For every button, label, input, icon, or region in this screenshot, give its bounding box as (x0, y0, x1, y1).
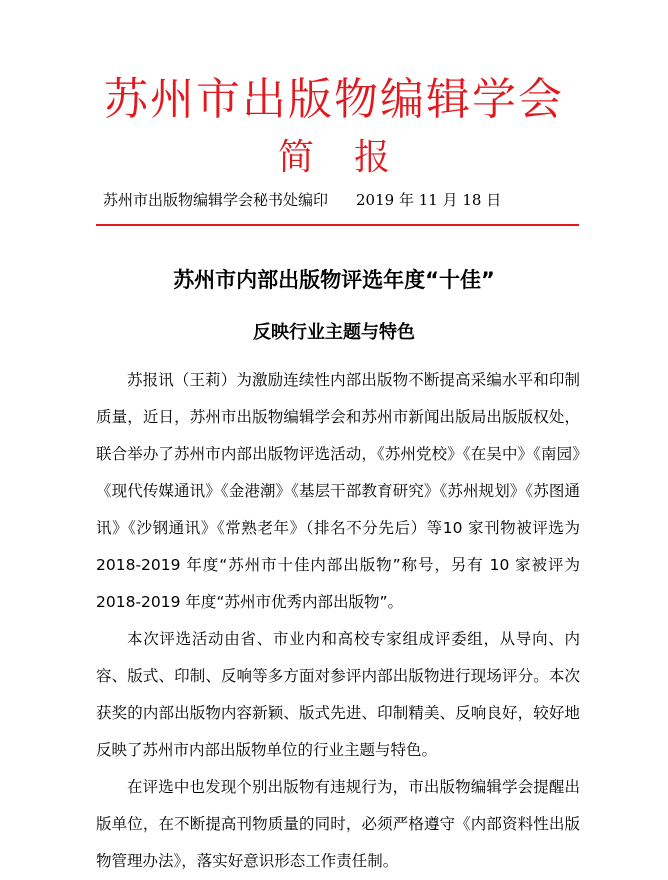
paragraph-1: 苏报讯（王莉）为激励连续性内部出版物不断提高采编水平和印制质量，近日，苏州市出版物编辑学会和苏州市新闻出版局出版版权处，联合举办了苏州市内部出版物评选活动，《苏州党校》《在吴中》《南园》《现代传媒通讯》《金港潮》《基层干部教育研究》《苏州规划》《苏图通讯》《沙钢通讯》《常熟老年》（排名不分先后）等10 家刊物被评选为 2018-2019 年度“苏州市十佳内部出版物”称号，另有 10 家被评为 2018-2019 年度“苏州市优秀内部出版物”。 (96, 371, 580, 611)
issue-date: 2019 年 11 月 18 日 (356, 191, 502, 209)
article-body (96, 362, 580, 880)
masthead-title: 苏州市出版物编辑学会 (104, 74, 564, 125)
paragraph-2: 本次评选活动由省、市业内和高校专家组成评委组，从导向、内容、版式、印制、反响等多方面对参评内部出版物进行现场评分。本次获奖的内部出版物内容新颖、版式先进、印制精美、反响良好，较好地反映了苏州市内部出版物单位的行业主题与特色。 (96, 630, 580, 759)
masthead-divider (96, 224, 579, 226)
issuer: 苏州市出版物编辑学会秘书处编印 (103, 191, 329, 209)
article-subhead: 反映行业主题与特色 (253, 322, 415, 343)
article-headline: 苏州市内部出版物评选年度“十佳” (173, 268, 495, 292)
paragraph-3: 在评选中也发现个别出版物有违规行为，市出版物编辑学会提醒出版单位，在不断提高刊物质量的同时，必须严格遵守《内部资料性出版物管理办法》，落实好意识形态工作责任制。 (96, 778, 580, 870)
masthead-subtitle: 简报 (277, 137, 430, 178)
issuer-row (103, 188, 501, 212)
